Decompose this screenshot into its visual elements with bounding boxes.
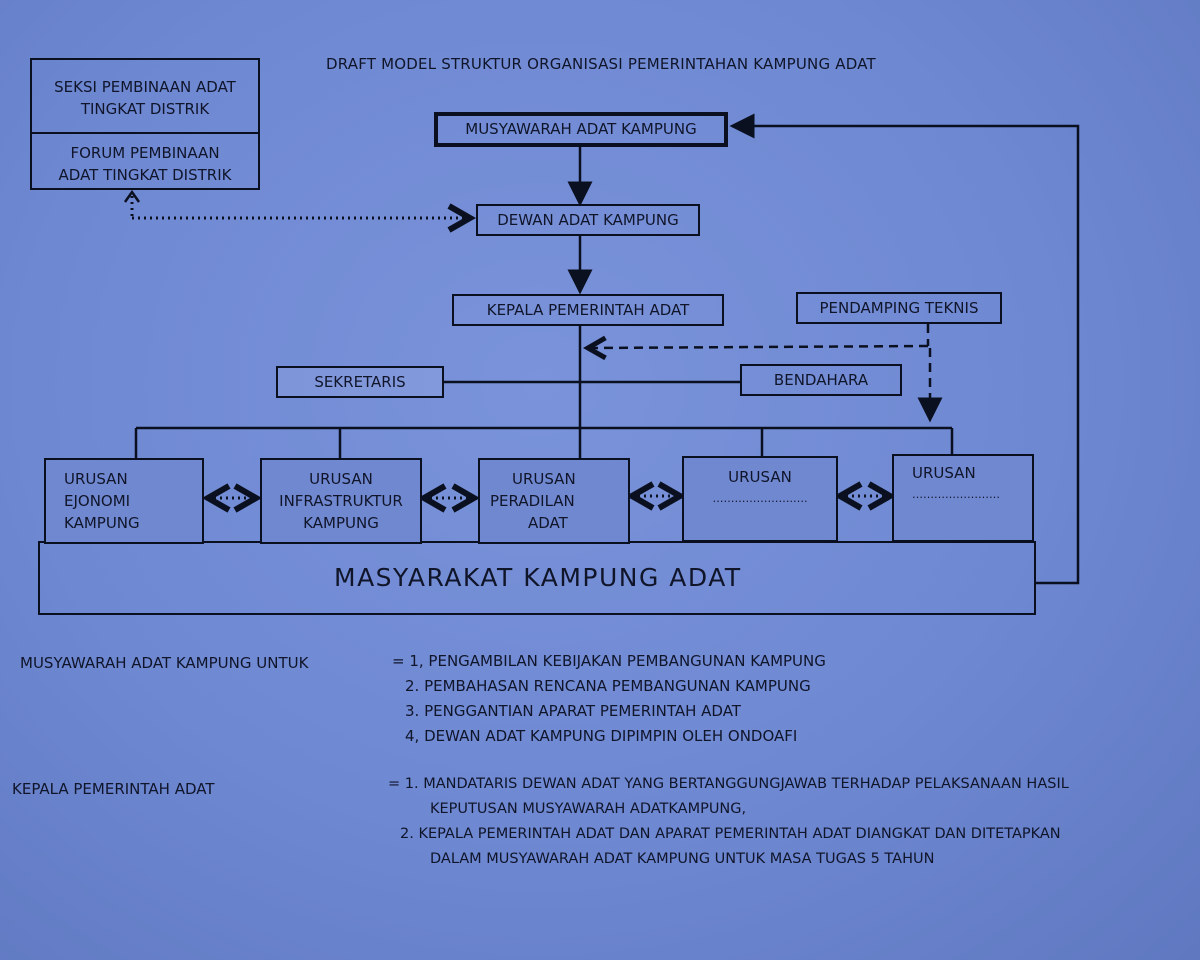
notes-kepala-item-1: = 1. MANDATARIS DEWAN ADAT YANG BERTANGGUNGJAWAB TERHADAP PELAKSANAAN HASIL: [388, 776, 1069, 792]
urusan-1-line-1: URUSAN: [64, 470, 128, 488]
urusan-2-line-3: KAMPUNG: [303, 514, 379, 532]
notes-kepala-item-2-cont: DALAM MUSYAWARAH ADAT KAMPUNG UNTUK MASA TUGAS 5 TAHUN: [430, 851, 935, 867]
notes-musyawarah-item-1: = 1, PENGAMBILAN KEBIJAKAN PEMBANGUNAN KAMPUNG: [392, 652, 826, 670]
pendamping-label: PENDAMPING TEKNIS: [819, 299, 979, 317]
notes-kepala-label: KEPALA PEMERINTAH ADAT: [12, 780, 215, 798]
pendamping-teknis-box: [796, 292, 1002, 324]
sekretaris-box: [276, 366, 444, 398]
urusan-3-line-1: URUSAN: [512, 470, 576, 488]
forum-line-2: ADAT TINGKAT DISTRIK: [58, 166, 232, 184]
diagram-title: DRAFT MODEL STRUKTUR ORGANISASI PEMERINTAHAN KAMPUNG ADAT: [326, 55, 876, 73]
notes-kepala-item-2: 2. KEPALA PEMERINTAH ADAT DAN APARAT PEMERINTAH ADAT DIANGKAT DAN DITETAPKAN: [400, 826, 1061, 842]
forum-line-1: FORUM PEMBINAAN: [70, 144, 220, 162]
urusan-blank-1-box: [682, 456, 838, 542]
sekretaris-label: SEKRETARIS: [314, 373, 406, 391]
notes-musyawarah-item-3: 3. PENGGANTIAN APARAT PEMERINTAH ADAT: [405, 702, 741, 720]
urusan-2-line-1: URUSAN: [309, 470, 373, 488]
notes-musyawarah-item-4: 4, DEWAN ADAT KAMPUNG DIPIMPIN OLEH ONDOAFI: [405, 727, 798, 745]
masyarakat-box: [38, 541, 1036, 615]
bendahara-box: [740, 364, 902, 396]
urusan-2-line-2: INFRASTRUKTUR: [279, 492, 403, 510]
forum-pembinaan-section: [32, 134, 258, 186]
notes-musyawarah-label: MUSYAWARAH ADAT KAMPUNG UNTUK: [20, 654, 309, 672]
urusan-3-line-3: ADAT: [528, 514, 568, 532]
urusan-infrastruktur-box: [260, 458, 422, 544]
urusan-peradilan-box: [478, 458, 630, 544]
urusan-4-line-1: URUSAN: [728, 468, 792, 486]
seksi-line-2: TINGKAT DISTRIK: [80, 100, 210, 118]
urusan-1-line-3: KAMPUNG: [64, 514, 140, 532]
masyarakat-label: MASYARAKAT KAMPUNG ADAT: [334, 563, 742, 592]
notes-musyawarah-item-2: 2. PEMBAHASAN RENCANA PEMBANGUNAN KAMPUNG: [405, 677, 811, 695]
kepala-label: KEPALA PEMERINTAH ADAT: [486, 301, 690, 319]
seksi-line-1: SEKSI PEMBINAAN ADAT: [54, 78, 236, 96]
urusan-ekonomi-box: [44, 458, 204, 544]
urusan-1-line-2: EJONOMI: [64, 492, 131, 510]
urusan-5-line-1: URUSAN: [912, 464, 976, 482]
kepala-pemerintah-adat-box: [452, 294, 724, 326]
urusan-4-line-2: ………………….….: [712, 492, 808, 505]
notes-kepala-item-1-cont: KEPUTUSAN MUSYAWARAH ADATKAMPUNG,: [430, 801, 747, 817]
seksi-pembinaan-section: [32, 60, 258, 134]
urusan-blank-2-box: [892, 454, 1034, 542]
urusan-3-line-2: PERADILAN: [490, 492, 575, 510]
urusan-5-line-2: ……………………: [912, 488, 1000, 501]
musyawarah-adat-kampung-box: [434, 112, 728, 147]
musyawarah-label: MUSYAWARAH ADAT KAMPUNG: [465, 120, 697, 138]
dewan-adat-kampung-box: [476, 204, 700, 236]
bendahara-label: BENDAHARA: [773, 371, 869, 389]
side-box: [30, 58, 260, 190]
dewan-label: DEWAN ADAT KAMPUNG: [497, 211, 679, 229]
